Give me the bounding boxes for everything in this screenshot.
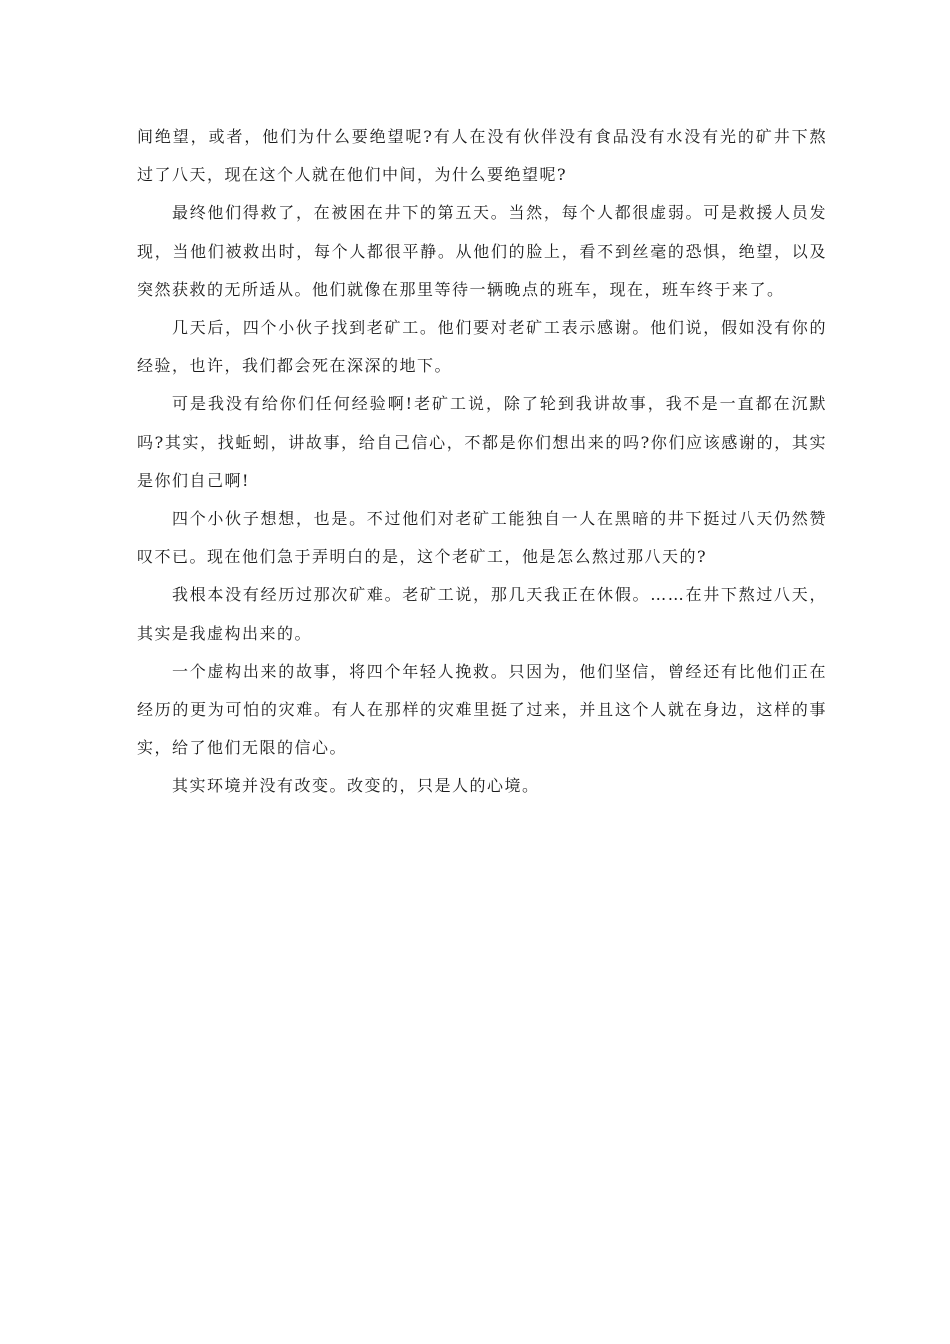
paragraph: 几天后，四个小伙子找到老矿工。他们要对老矿工表示感谢。他们说，假如没有你的经验，也许，我们都会死在深深的地下。 [137,318,827,376]
paragraph: 一个虚构出来的故事，将四个年轻人挽救。只因为，他们坚信，曾经还有比他们正在经历的更为可怕的灾难。有人在那样的灾难里挺了过来，并且这个人就在身边，这样的事实，给了他们无限的信心。 [137,661,827,758]
paragraph: 最终他们得救了，在被困在井下的第五天。当然，每个人都很虚弱。可是救援人员发现，当他们被救出时，每个人都很平静。从他们的脸上，看不到丝毫的恐惧，绝望，以及突然获救的无所适从。他们就像在那里等待一辆晚点的班车，现在，班车终于来了。 [137,203,827,299]
paragraph: 可是我没有给你们任何经验啊!老矿工说，除了轮到我讲故事，我不是一直都在沉默吗?其实，找蚯蚓，讲故事，给自己信心，不都是你们想出来的吗?你们应该感谢的，其实是你们自己啊! [137,394,827,490]
document-body [137,118,827,806]
paragraph: 我根本没有经历过那次矿难。老矿工说，那几天我正在休假。……在井下熬过八天，其实是我虚构出来的。 [137,585,827,643]
paragraph: 四个小伙子想想，也是。不过他们对老矿工能独自一人在黑暗的井下挺过八天仍然赞叹不已。现在他们急于弄明白的是，这个老矿工，他是怎么熬过那八天的? [137,509,827,567]
paragraph: 间绝望，或者，他们为什么要绝望呢?有人在没有伙伴没有食品没有水没有光的矿井下熬过了八天，现在这个人就在他们中间，为什么要绝望呢? [137,127,827,185]
paragraph: 其实环境并没有改变。改变的，只是人的心境。 [172,776,540,796]
